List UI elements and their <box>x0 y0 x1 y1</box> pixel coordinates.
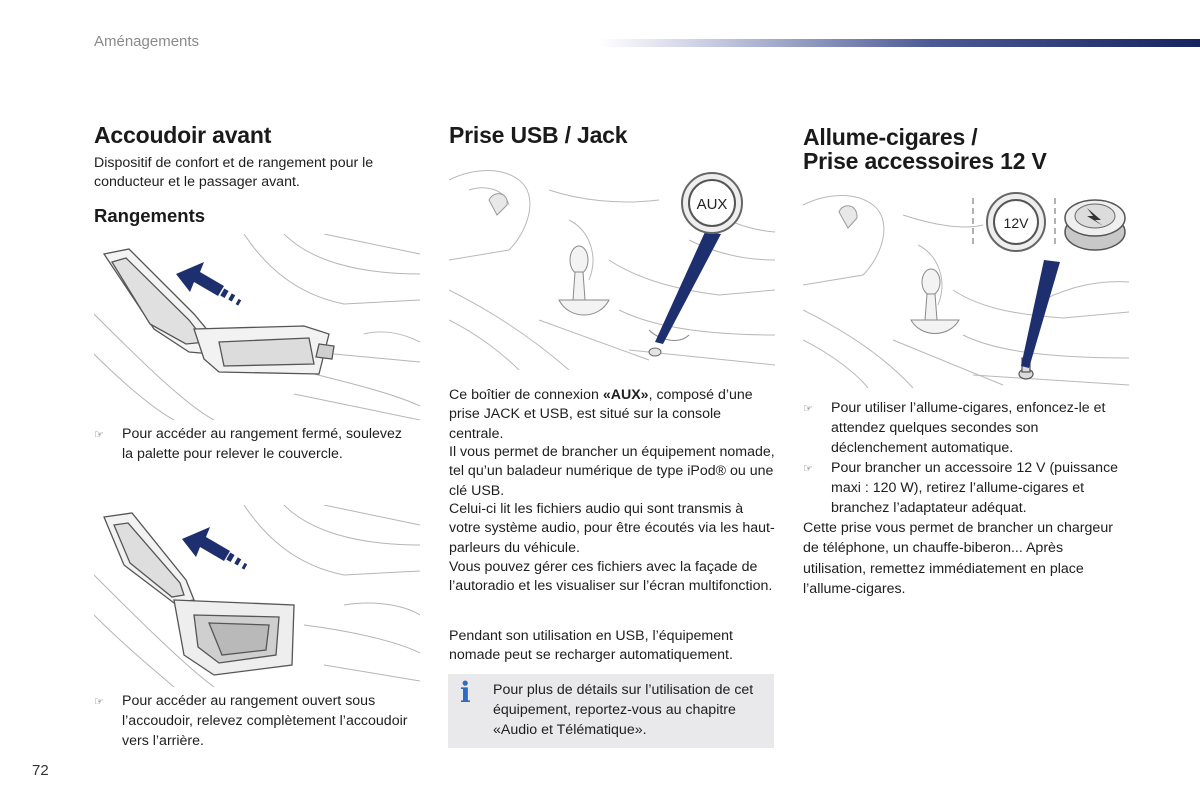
cigar-lighter-illustration <box>803 190 1129 388</box>
lighter-bullet-2-text: Pour brancher un accessoire 12 V (puissance maxi : 120 W), retirez l’allume-cigares et branchez l’adaptateur adéquat. <box>831 460 1119 516</box>
lighter-paragraph: Cette prise vous permet de brancher un chargeur de téléphone, un chauffe-biberon... Après utilisation, remettez immédiatement en place l’allume-cigares. <box>803 520 1113 597</box>
armrest-closed-illustration <box>94 234 420 420</box>
aux-socket-label: AUX <box>696 196 728 213</box>
usb-jack-title: Prise USB / Jack <box>449 122 628 148</box>
usb-para-1: Ce boîtier de connexion «AUX», composé d’une prise JACK et USB, est situé sur la console centrale. <box>449 387 753 442</box>
info-icon: i <box>460 676 471 709</box>
pointing-hand-icon: ☞ <box>94 429 104 441</box>
12v-socket-label: 12V <box>1003 215 1029 231</box>
section-header: Aménagements <box>94 33 200 50</box>
info-box <box>448 674 774 748</box>
armrest-title: Accoudoir avant <box>94 122 272 148</box>
usb-para-2: Il vous permet de brancher un équipement nomade, tel qu’un baladeur numérique de type iPod® ou une clé USB. <box>449 444 775 499</box>
cigar-lighter-title-line1: Allume-cigares / <box>803 124 978 150</box>
info-text: Pour plus de détails sur l’utilisation de cet équipement, reportez-vous au chapitre «Audio et Télématique». <box>493 682 754 738</box>
armrest-intro: Dispositif de confort et de rangement pour le conducteur et le passager avant. <box>94 155 374 191</box>
header-gradient-bar <box>600 39 1200 47</box>
armrest-open-illustration <box>94 505 420 687</box>
usb-para-4: Vous pouvez gérer ces fichiers avec la façade de l’autoradio et les visualiser sur l’écran multifonction. <box>449 559 773 595</box>
armrest-bullet-1-text: Pour accéder au rangement fermé, soulevez la palette pour relever le couvercle. <box>122 426 402 462</box>
usb-para-3: Celui-ci lit les fichiers audio qui sont transmis à votre système audio, pour être écoutés via les haut-parleurs du véhicule. <box>449 501 775 556</box>
armrest-bullet-2-text: Pour accéder au rangement ouvert sous l’accoudoir, relevez complètement l’accoudoir vers l’arrière. <box>122 693 408 749</box>
page-number: 72 <box>32 762 49 779</box>
pointing-hand-icon: ☞ <box>803 403 813 415</box>
usb-para-5: Pendant son utilisation en USB, l’équipement nomade peut se recharger automatiquement. <box>449 628 733 664</box>
armrest-bullet-1 <box>94 424 412 464</box>
pointing-hand-icon: ☞ <box>94 696 104 708</box>
storage-subtitle: Rangements <box>94 205 206 226</box>
armrest-bullet-2 <box>94 691 412 751</box>
lighter-bullet-1-text: Pour utiliser l’allume-cigares, enfoncez-le et attendez quelques secondes son déclenchement automatique. <box>831 400 1106 456</box>
lighter-bullet-1 <box>803 398 1125 458</box>
lighter-bullet-2 <box>803 458 1125 518</box>
usb-jack-illustration <box>449 160 775 370</box>
cigar-lighter-title-line2: Prise accessoires 12 V <box>803 148 1047 174</box>
pointing-hand-icon: ☞ <box>803 463 813 475</box>
